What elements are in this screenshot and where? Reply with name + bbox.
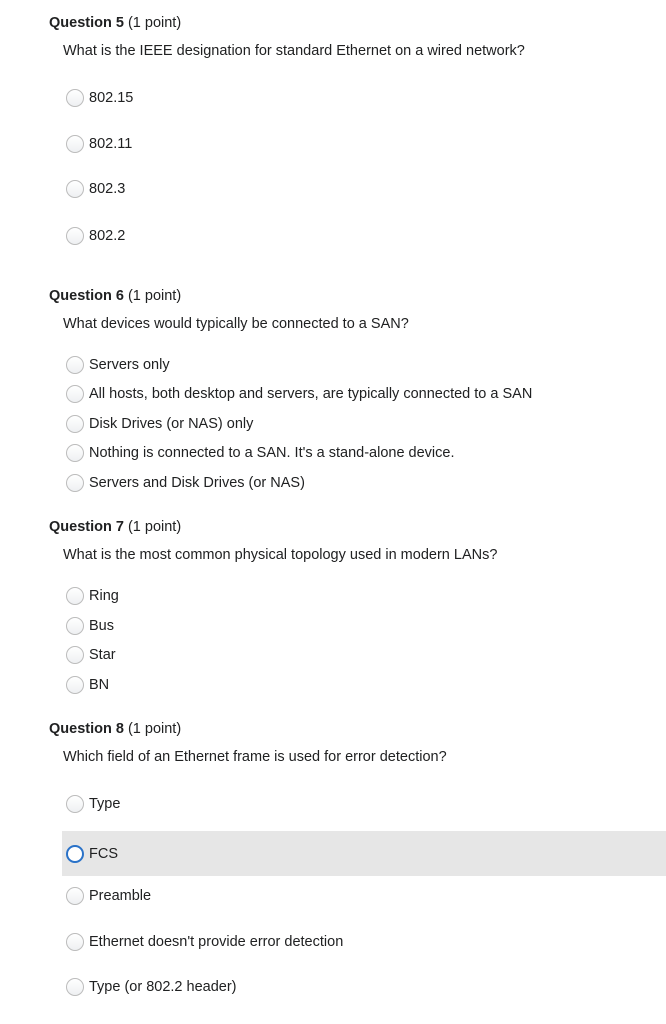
question-points: (1 point) (127, 519, 182, 535)
answer-label: Disk Drives (or NAS) only (89, 416, 254, 432)
radio-button[interactable] (66, 356, 84, 374)
radio-button[interactable] (66, 978, 84, 996)
answer-label: 802.3 (89, 181, 126, 197)
answer-option[interactable] (62, 412, 666, 436)
answer-option[interactable] (62, 441, 666, 465)
answer-label: Ethernet doesn't provide error detection (89, 934, 344, 950)
answer-option[interactable] (62, 614, 666, 638)
question-number: Question 5 (49, 15, 124, 31)
answer-label: FCS (89, 845, 118, 862)
answer-label: 802.15 (89, 90, 134, 106)
radio-button[interactable] (66, 89, 84, 107)
radio-button[interactable] (66, 415, 84, 433)
question-text: What is the IEEE designation for standard Ethernet on a wired network? (63, 43, 525, 59)
radio-button[interactable] (66, 587, 84, 605)
question-points: (1 point) (127, 15, 182, 31)
question-heading (49, 14, 181, 32)
answer-option[interactable] (62, 673, 666, 697)
radio-button[interactable] (66, 474, 84, 492)
answer-option[interactable] (62, 382, 666, 406)
answer-label: 802.11 (89, 136, 133, 152)
question-number: Question 8 (49, 721, 124, 737)
answer-option-hovered[interactable] (62, 831, 666, 876)
answer-option[interactable] (62, 643, 666, 667)
radio-button[interactable] (66, 444, 84, 462)
radio-button[interactable] (66, 933, 84, 951)
radio-button[interactable] (66, 180, 84, 198)
question-heading (49, 287, 181, 305)
answer-label: Star (89, 647, 116, 663)
question-text: What is the most common physical topology used in modern LANs? (63, 547, 498, 563)
answer-option[interactable] (62, 786, 666, 822)
question-text: What devices would typically be connected to a SAN? (63, 316, 409, 332)
radio-button[interactable] (66, 795, 84, 813)
radio-button[interactable] (66, 135, 84, 153)
radio-button[interactable] (66, 845, 84, 863)
answer-label: Preamble (89, 888, 152, 904)
answer-option[interactable] (62, 126, 666, 162)
answer-option[interactable] (62, 353, 666, 377)
answer-label: Bus (89, 618, 114, 634)
question-points: (1 point) (127, 288, 182, 304)
answer-option[interactable] (62, 80, 666, 116)
answer-option[interactable] (62, 471, 666, 495)
answer-label: 802.2 (89, 228, 126, 244)
answer-label: BN (89, 677, 110, 693)
answer-label: Servers and Disk Drives (or NAS) (89, 475, 305, 491)
answer-label: Nothing is connected to a SAN. It's a stand-alone device. (89, 445, 455, 461)
question-heading (49, 720, 181, 738)
answer-label: Servers only (89, 357, 170, 373)
answer-label: Type (or 802.2 header) (89, 979, 237, 995)
radio-button[interactable] (66, 646, 84, 664)
radio-button[interactable] (66, 385, 84, 403)
answer-label: Ring (89, 588, 119, 604)
answer-option[interactable] (62, 969, 666, 1005)
answer-option[interactable] (62, 584, 666, 608)
question-heading (49, 518, 181, 536)
question-text: Which field of an Ethernet frame is used for error detection? (63, 749, 447, 765)
radio-button[interactable] (66, 227, 84, 245)
question-number: Question 6 (49, 288, 124, 304)
answer-option[interactable] (62, 218, 666, 254)
answer-option[interactable] (62, 171, 666, 207)
answer-label: All hosts, both desktop and servers, are typically connected to a SAN (89, 386, 533, 402)
answer-label: Type (89, 796, 121, 812)
radio-button[interactable] (66, 887, 84, 905)
answer-option[interactable] (62, 878, 666, 914)
answer-option[interactable] (62, 924, 666, 960)
radio-button[interactable] (66, 617, 84, 635)
question-points: (1 point) (127, 721, 182, 737)
question-number: Question 7 (49, 519, 124, 535)
radio-button[interactable] (66, 676, 84, 694)
